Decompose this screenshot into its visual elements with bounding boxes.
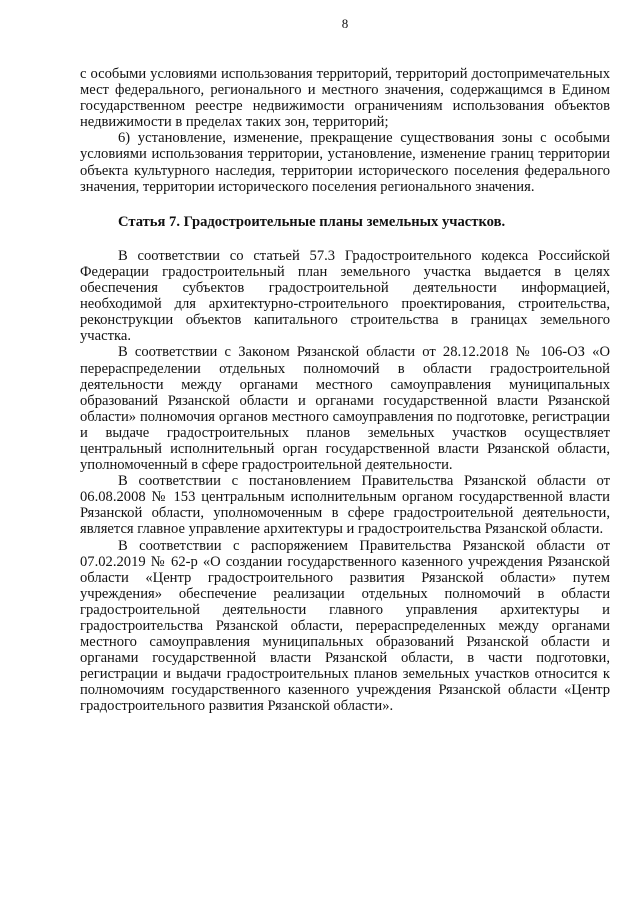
article-paragraph: В соответствии со статьей 57.3 Градостроительного кодекса Российской Федерации градостроительный план земельного участка выдается в целях обеспечения субъектов градостроительной деятельности информацией, необходимой для архитектурно-строительного проектирования, строительства, реконструкции объектов капитального строительства в границах земельного участка.	[80, 247, 610, 345]
article-paragraph: В соответствии с Законом Рязанской области от 28.12.2018 № 106-ОЗ «О перераспределении отдельных полномочий в области градостроительной деятельности между органами местного самоуправления муниципальных образований Рязанской области и органами государственной власти Рязанской области» полномочия органов местного самоуправления по подготовке, регистрации и выдаче градостроительных планов земельных участков осуществляет центральный исполнительный орган государственной власти Рязанской области, уполномоченный в сфере градостроительной деятельности.	[80, 344, 610, 474]
article-paragraph: В соответствии с постановлением Правительства Рязанской области от 06.08.2008 № 153 центральным исполнительным органом государственной власти Рязанской области, уполномоченным в сфере градостроительной деятельности, является главное управление архитектуры и градостроительства Рязанской области.	[80, 473, 610, 538]
paragraph-item-6: 6) установление, изменение, прекращение существования зоны с особыми условиями использования территории, установление, изменение границ территории объекта культурного наследия, территории исторического поселения федерального значения, территории исторического поселения регионального значения.	[80, 130, 610, 195]
article-7-heading: Статья 7. Градостроительные планы земельных участков.	[118, 213, 506, 230]
article-paragraph: В соответствии с распоряжением Правительства Рязанской области от 07.02.2019 № 62-р «О создании государственного казенного учреждения Рязанской области «Центр градостроительного развития Рязанской области» путем учреждения» обеспечение реализации отдельных полномочий в области градостроительной деятельности главного управления архитектуры и градостроительства Рязанской области, перераспределенных между органами местного самоуправления муниципальных образований Рязанской области и органами государственной власти Рязанской области, в части подготовки, регистрации и выдачи градостроительных планов земельных участков относится к полномочиям государственного казенного учреждения Рязанской области «Центр градостроительного развития Рязанской области».	[80, 537, 610, 715]
document-page	[80, 16, 610, 715]
paragraph-continuation: с особыми условиями использования территорий, территорий достопримечательных мест федерального, регионального и местного значения, содержащимся в Едином государственном реестре недвижимости ограничениям использования объектов недвижимости в пределах таких зон, территорий;	[80, 66, 610, 131]
page-number: 8	[341, 16, 349, 31]
